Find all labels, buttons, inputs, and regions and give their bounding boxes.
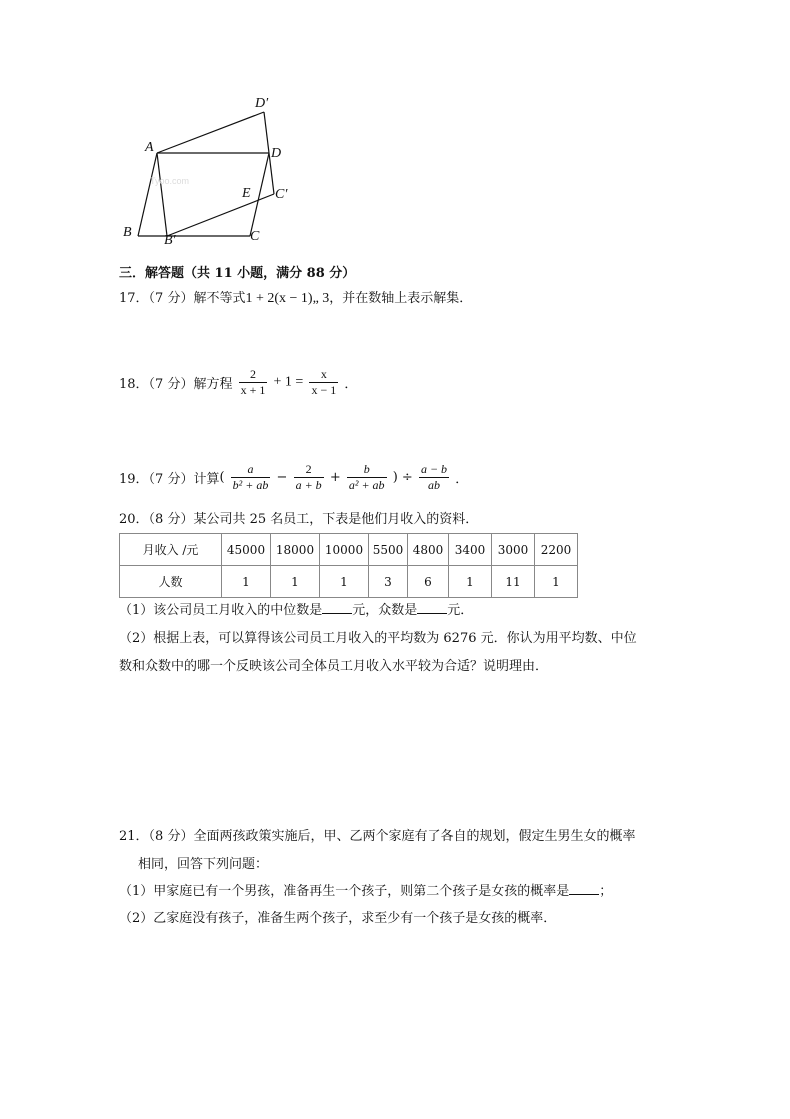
- q19-f4-denominator: ab: [419, 477, 449, 493]
- label-E: E: [242, 186, 251, 201]
- table-cell: 1: [449, 566, 492, 598]
- table-cell: 18000: [271, 534, 320, 566]
- q19-close: ) ÷: [392, 470, 413, 485]
- q19-f2-numerator: 2: [305, 462, 312, 476]
- q19-open-paren: (: [219, 470, 225, 485]
- q21-part2: （2）乙家庭没有孩子，准备生两个孩子，求至少有一个孩子是女孩的概率．: [119, 911, 557, 926]
- table-header-income: 月收入 /元: [120, 534, 222, 566]
- q21-line1: 21．（8 分）全面两孩政策实施后，甲、乙两个家庭有了各自的规划，假定生男生女的概率: [119, 829, 636, 844]
- q18-fraction-2: [309, 367, 338, 398]
- q19-fraction-2: [294, 462, 324, 493]
- table-cell: 6: [408, 566, 449, 598]
- label-C: C: [250, 229, 260, 244]
- table-header-count: 人数: [120, 566, 222, 598]
- q21-part1-end: ；: [599, 884, 613, 899]
- table-cell: 1: [535, 566, 578, 598]
- q19-fraction-3: [347, 462, 387, 493]
- table-row-count: [120, 566, 578, 598]
- q19-op2: +: [329, 470, 341, 485]
- table-cell: 11: [492, 566, 535, 598]
- table-cell: 2200: [535, 534, 578, 566]
- q18-frac1-numerator: 2: [249, 367, 256, 381]
- segment-AB-prime: [157, 153, 167, 236]
- q19-f1-numerator: a: [247, 462, 254, 476]
- label-D: D: [271, 146, 282, 161]
- q19-op1: −: [276, 470, 288, 485]
- answer-blank[interactable]: [569, 883, 599, 895]
- q20-part1-text-b: 元，众数是: [352, 603, 418, 618]
- table-cell: 1: [320, 566, 369, 598]
- table-cell: 5500: [369, 534, 408, 566]
- table-cell: 3400: [449, 534, 492, 566]
- q18-suffix: ．: [344, 377, 358, 392]
- geometry-figure: [0, 0, 790, 260]
- label-C-prime: C′: [275, 187, 288, 202]
- label-B: B: [123, 225, 132, 240]
- table-cell: 45000: [222, 534, 271, 566]
- answer-blank[interactable]: [322, 602, 352, 614]
- q19-f1-denominator: b² + ab: [232, 478, 269, 492]
- q21-line2: 相同，回答下列问题：: [138, 857, 269, 872]
- q18-frac2-denominator: x − 1: [311, 383, 337, 397]
- q18-frac2-numerator: x: [320, 367, 327, 381]
- table-row-income: [120, 534, 578, 566]
- q19-f4-numerator: a − b: [420, 462, 448, 476]
- q19-f2-denominator: a + b: [295, 478, 322, 492]
- table-cell: 1: [271, 566, 320, 598]
- question-18: [119, 367, 357, 398]
- watermark-text: Tyoo.com: [150, 176, 190, 186]
- q18-fraction-1: [239, 367, 268, 398]
- q20-part1: [119, 599, 473, 618]
- q17-prefix: 17．（7 分）解不等式: [119, 291, 246, 306]
- question-17: [119, 287, 472, 307]
- q21-part1: [119, 880, 612, 899]
- q19-fraction-4: [419, 462, 449, 493]
- table-cell: 3000: [492, 534, 535, 566]
- label-D-prime: D′: [255, 96, 269, 111]
- table-cell: 3: [369, 566, 408, 598]
- q18-frac1-denominator: x + 1: [240, 383, 266, 397]
- q21-part1-text: （1）甲家庭已有一个男孩，准备再生一个孩子，则第二个孩子是女孩的概率是: [119, 884, 570, 899]
- income-table: [119, 533, 578, 598]
- table-cell: 1: [222, 566, 271, 598]
- segment-AD-prime: [157, 112, 264, 153]
- answer-blank[interactable]: [417, 602, 447, 614]
- table-cell: 10000: [320, 534, 369, 566]
- section-title: 三．解答题（共 11 小题，满分 88 分）: [119, 266, 356, 281]
- q17-expression: 1 + 2(x − 1)„ 3: [245, 291, 330, 306]
- segment-AB: [138, 153, 157, 236]
- q19-f3-numerator: b: [363, 462, 370, 476]
- question-19: [119, 462, 468, 493]
- segment-DC: [250, 153, 269, 236]
- q17-suffix: ，并在数轴上表示解集．: [329, 291, 473, 306]
- q19-prefix: 19．（7 分）计算: [119, 472, 220, 487]
- table-cell: 4800: [408, 534, 449, 566]
- q20-intro: 20．（8 分）某公司共 25 名员工，下表是他们月收入的资料．: [119, 512, 479, 527]
- label-B-prime: B′: [164, 233, 176, 248]
- q19-fraction-1: [231, 462, 271, 493]
- q19-suffix: ．: [455, 472, 469, 487]
- q18-middle: + 1 =: [273, 374, 304, 390]
- label-A: A: [145, 140, 154, 155]
- q18-prefix: 18．（7 分）解方程: [119, 377, 233, 392]
- q20-part2-line1: （2）根据上表，可以算得该公司员工月收入的平均数为 6276 元．你认为用平均数、中位: [119, 631, 637, 646]
- q20-part1-text-a: （1）该公司员工月收入的中位数是: [119, 603, 323, 618]
- q20-part2-line2: 数和众数中的哪一个反映该公司全体员工月收入水平较为合适？说明理由．: [119, 659, 549, 674]
- q20-part1-text-c: 元．: [447, 603, 474, 618]
- q19-f3-denominator: a² + ab: [348, 478, 385, 492]
